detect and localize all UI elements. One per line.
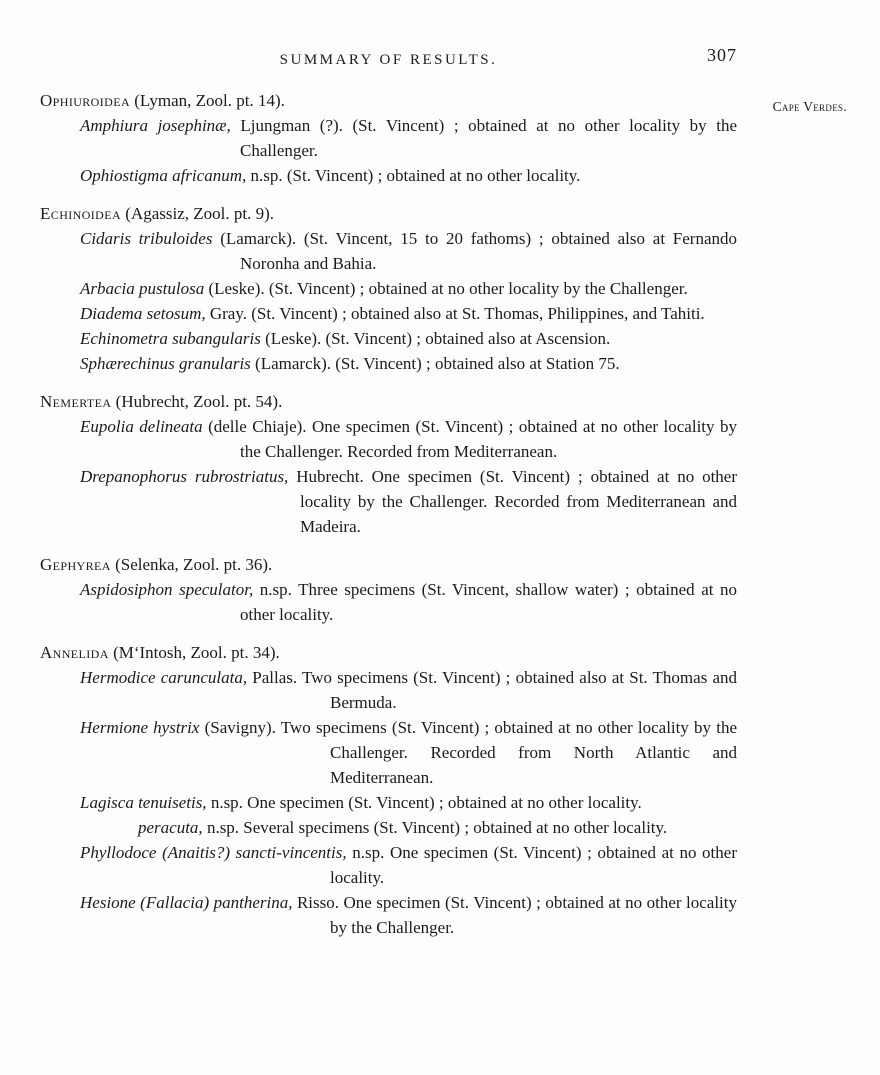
species-entry xyxy=(40,665,737,715)
species-desc: Ljungman (?). (St. Vincent) ; obtained at no other locality by the Challenger. xyxy=(240,116,737,160)
taxon-ref: (Agassiz, Zool. pt. 9). xyxy=(125,204,275,223)
section-heading xyxy=(40,88,737,113)
species-name: Cidaris tribuloides xyxy=(80,229,213,248)
page-content xyxy=(40,88,737,940)
species-name: Hermodice carunculata, xyxy=(80,668,248,687)
species-entry xyxy=(40,276,737,301)
species-desc: (Leske). (St. Vincent) ; obtained also at Ascension. xyxy=(265,329,611,348)
section-gephyrea xyxy=(40,552,737,627)
species-name: Hesione (Fallacia) pantherina, xyxy=(80,893,293,912)
species-name: Aspidosiphon speculator, xyxy=(80,580,254,599)
taxon-name: Annelida xyxy=(40,643,109,662)
species-entry xyxy=(40,326,737,351)
species-desc: n.sp. (St. Vincent) ; obtained at no other locality. xyxy=(250,166,581,185)
species-entry xyxy=(40,715,737,790)
species-entry xyxy=(40,351,737,376)
species-desc: (delle Chiaje). One specimen (St. Vincent) ; obtained at no other locality by the Challenger. Recorded from Mediterranean. xyxy=(208,417,738,461)
species-name: Amphiura josephinæ, xyxy=(80,116,231,135)
taxon-name: Nemertea xyxy=(40,392,112,411)
species-desc: Gray. (St. Vincent) ; obtained also at St. Thomas, Philippines, and Tahiti. xyxy=(209,304,705,323)
species-desc: Pallas. Two specimens (St. Vincent) ; obtained also at St. Thomas and Bermuda. xyxy=(252,668,738,712)
species-desc: Hubrecht. One specimen (St. Vincent) ; obtained at no other locality by the Challenger. Recorded from Mediterranean and Madeira. xyxy=(296,467,738,536)
taxon-ref: (Lyman, Zool. pt. 14). xyxy=(134,91,285,110)
species-name: Echinometra subangularis xyxy=(80,329,261,348)
section-echinoidea xyxy=(40,201,737,376)
species-desc: (Savigny). Two specimens (St. Vincent) ; obtained at no other locality by the Challenger. Recorded from North Atlantic and Mediterranean. xyxy=(204,718,737,787)
taxon-ref: (Hubrecht, Zool. pt. 54). xyxy=(115,392,283,411)
taxon-ref: (Selenka, Zool. pt. 36). xyxy=(115,555,273,574)
species-desc: n.sp. Three specimens (St. Vincent, shallow water) ; obtained at no other locality. xyxy=(240,580,737,624)
species-name: Eupolia delineata xyxy=(80,417,203,436)
species-entry xyxy=(40,815,737,840)
species-entry xyxy=(40,226,737,276)
margin-note: Cape Verdes. xyxy=(772,99,847,114)
species-entry xyxy=(40,890,737,940)
species-entry xyxy=(40,790,737,815)
section-heading xyxy=(40,552,737,577)
species-entry xyxy=(40,414,737,464)
taxon-name: Ophiuroidea xyxy=(40,91,131,110)
species-name: Arbacia pustulosa xyxy=(80,279,205,298)
species-entry xyxy=(40,577,737,627)
species-desc: (Leske). (St. Vincent) ; obtained at no other locality by the Challenger. xyxy=(208,279,688,298)
running-title: SUMMARY OF RESULTS. xyxy=(279,52,498,68)
species-desc: n.sp. Several specimens (St. Vincent) ; obtained at no other locality. xyxy=(206,818,668,837)
section-heading xyxy=(40,201,737,226)
section-nemertea xyxy=(40,389,737,539)
section-heading xyxy=(40,640,737,665)
species-name: Sphærechinus granularis xyxy=(80,354,251,373)
species-name: peracuta, xyxy=(138,818,203,837)
species-entry xyxy=(40,113,737,163)
section-annelida xyxy=(40,640,737,940)
species-desc: (Lamarck). (St. Vincent, 15 to 20 fathoms) ; obtained also at Fernando Noronha and Bahia. xyxy=(220,229,737,273)
species-name: Diadema setosum, xyxy=(80,304,206,323)
species-desc: n.sp. One specimen (St. Vincent) ; obtained at no other locality. xyxy=(330,843,737,887)
species-desc: Risso. One specimen (St. Vincent) ; obtained at no other locality by the Challenger. xyxy=(296,893,737,937)
page-header xyxy=(40,46,737,73)
species-name: Phyllodoce (Anaitis?) sancti-vincentis, xyxy=(80,843,347,862)
species-entry xyxy=(40,301,737,326)
taxon-ref: (M‘Intosh, Zool. pt. 34). xyxy=(113,643,280,662)
species-desc: (Lamarck). (St. Vincent) ; obtained also at Station 75. xyxy=(255,354,620,373)
taxon-name: Echinoidea xyxy=(40,204,122,223)
section-ophiuroidea xyxy=(40,88,737,188)
species-entry xyxy=(40,464,737,539)
species-entry xyxy=(40,840,737,890)
species-name: Ophiostigma africanum, xyxy=(80,166,247,185)
species-name: Lagisca tenuisetis, xyxy=(80,793,207,812)
page-number: 307 xyxy=(707,45,737,65)
species-name: Hermione hystrix xyxy=(80,718,200,737)
species-name: Drepanophorus rubrostriatus, xyxy=(80,467,289,486)
species-desc: n.sp. One specimen (St. Vincent) ; obtained at no other locality. xyxy=(210,793,642,812)
species-entry xyxy=(40,163,737,188)
section-heading xyxy=(40,389,737,414)
taxon-name: Gephyrea xyxy=(40,555,111,574)
